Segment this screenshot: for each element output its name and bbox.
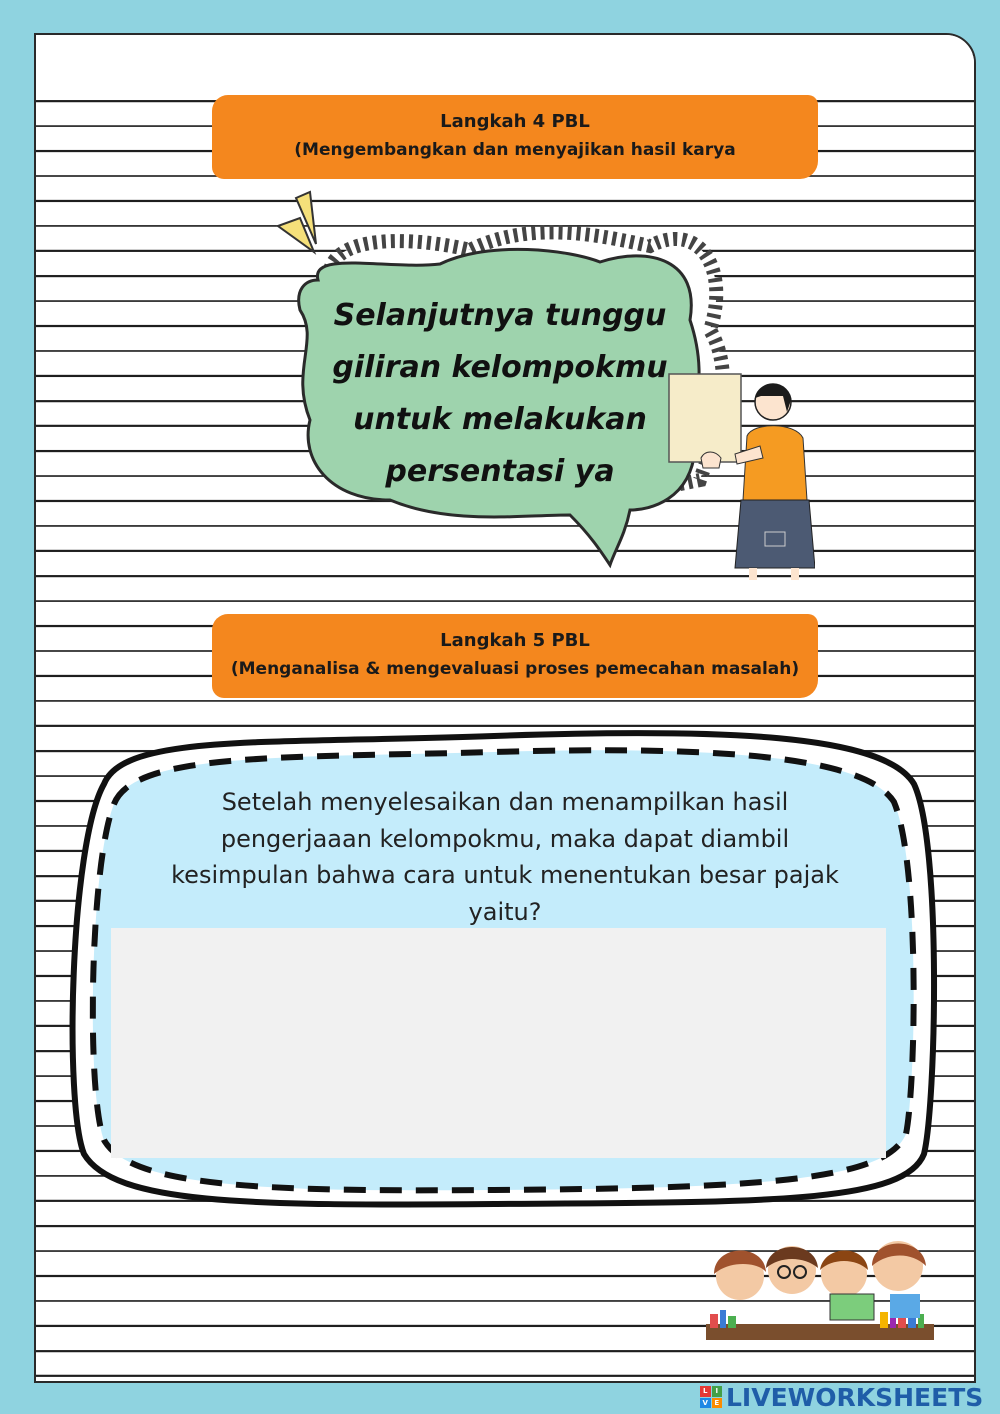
- speech-line: Selanjutnya tunggu: [333, 298, 667, 333]
- speech-line: untuk melakukan: [353, 402, 647, 437]
- step5-title: Langkah 5 PBL: [440, 630, 590, 651]
- teacher-illustration: [665, 372, 815, 582]
- child-icon: [820, 1251, 868, 1298]
- step5-subtitle: (Menganalisa & mengevaluasi proses pemecahan masalah): [230, 659, 800, 679]
- speech-line: giliran kelompokmu: [332, 350, 668, 385]
- question-line: kesimpulan bahwa cara untuk menentukan besar pajak: [171, 861, 839, 889]
- question-line: pengerjaaan kelompokmu, maka dapat diambil: [220, 824, 790, 853]
- step4-banner: [212, 95, 818, 179]
- teacher-shirt: [743, 426, 807, 500]
- live-badge-icon: L I V E: [700, 1386, 722, 1408]
- child-icon: [872, 1241, 926, 1318]
- question-text: [110, 784, 900, 930]
- step5-banner: [212, 614, 818, 698]
- liveworksheets-logo: [700, 1383, 983, 1411]
- answer-input[interactable]: [111, 928, 886, 1158]
- question-line: yaitu?: [468, 897, 542, 926]
- speech-line: persentasi ya: [385, 454, 615, 489]
- question-line: Setelah menyelesaikan dan menampilkan hasil: [221, 788, 789, 816]
- step4-title: Langkah 4 PBL: [440, 111, 590, 132]
- child-icon: [766, 1246, 818, 1294]
- paper-sheet: [669, 374, 741, 462]
- page-top-margin: [36, 35, 974, 75]
- kids-reading-illustration: [700, 1228, 940, 1343]
- child-icon: [714, 1250, 766, 1300]
- step4-subtitle: (Mengembangkan dan menyajikan hasil karya: [294, 140, 736, 160]
- brand-name: LIVEWORKSHEETS: [726, 1382, 984, 1412]
- teacher-skirt: [735, 500, 815, 568]
- speech-message: [330, 290, 670, 498]
- open-book-icon: [830, 1294, 874, 1320]
